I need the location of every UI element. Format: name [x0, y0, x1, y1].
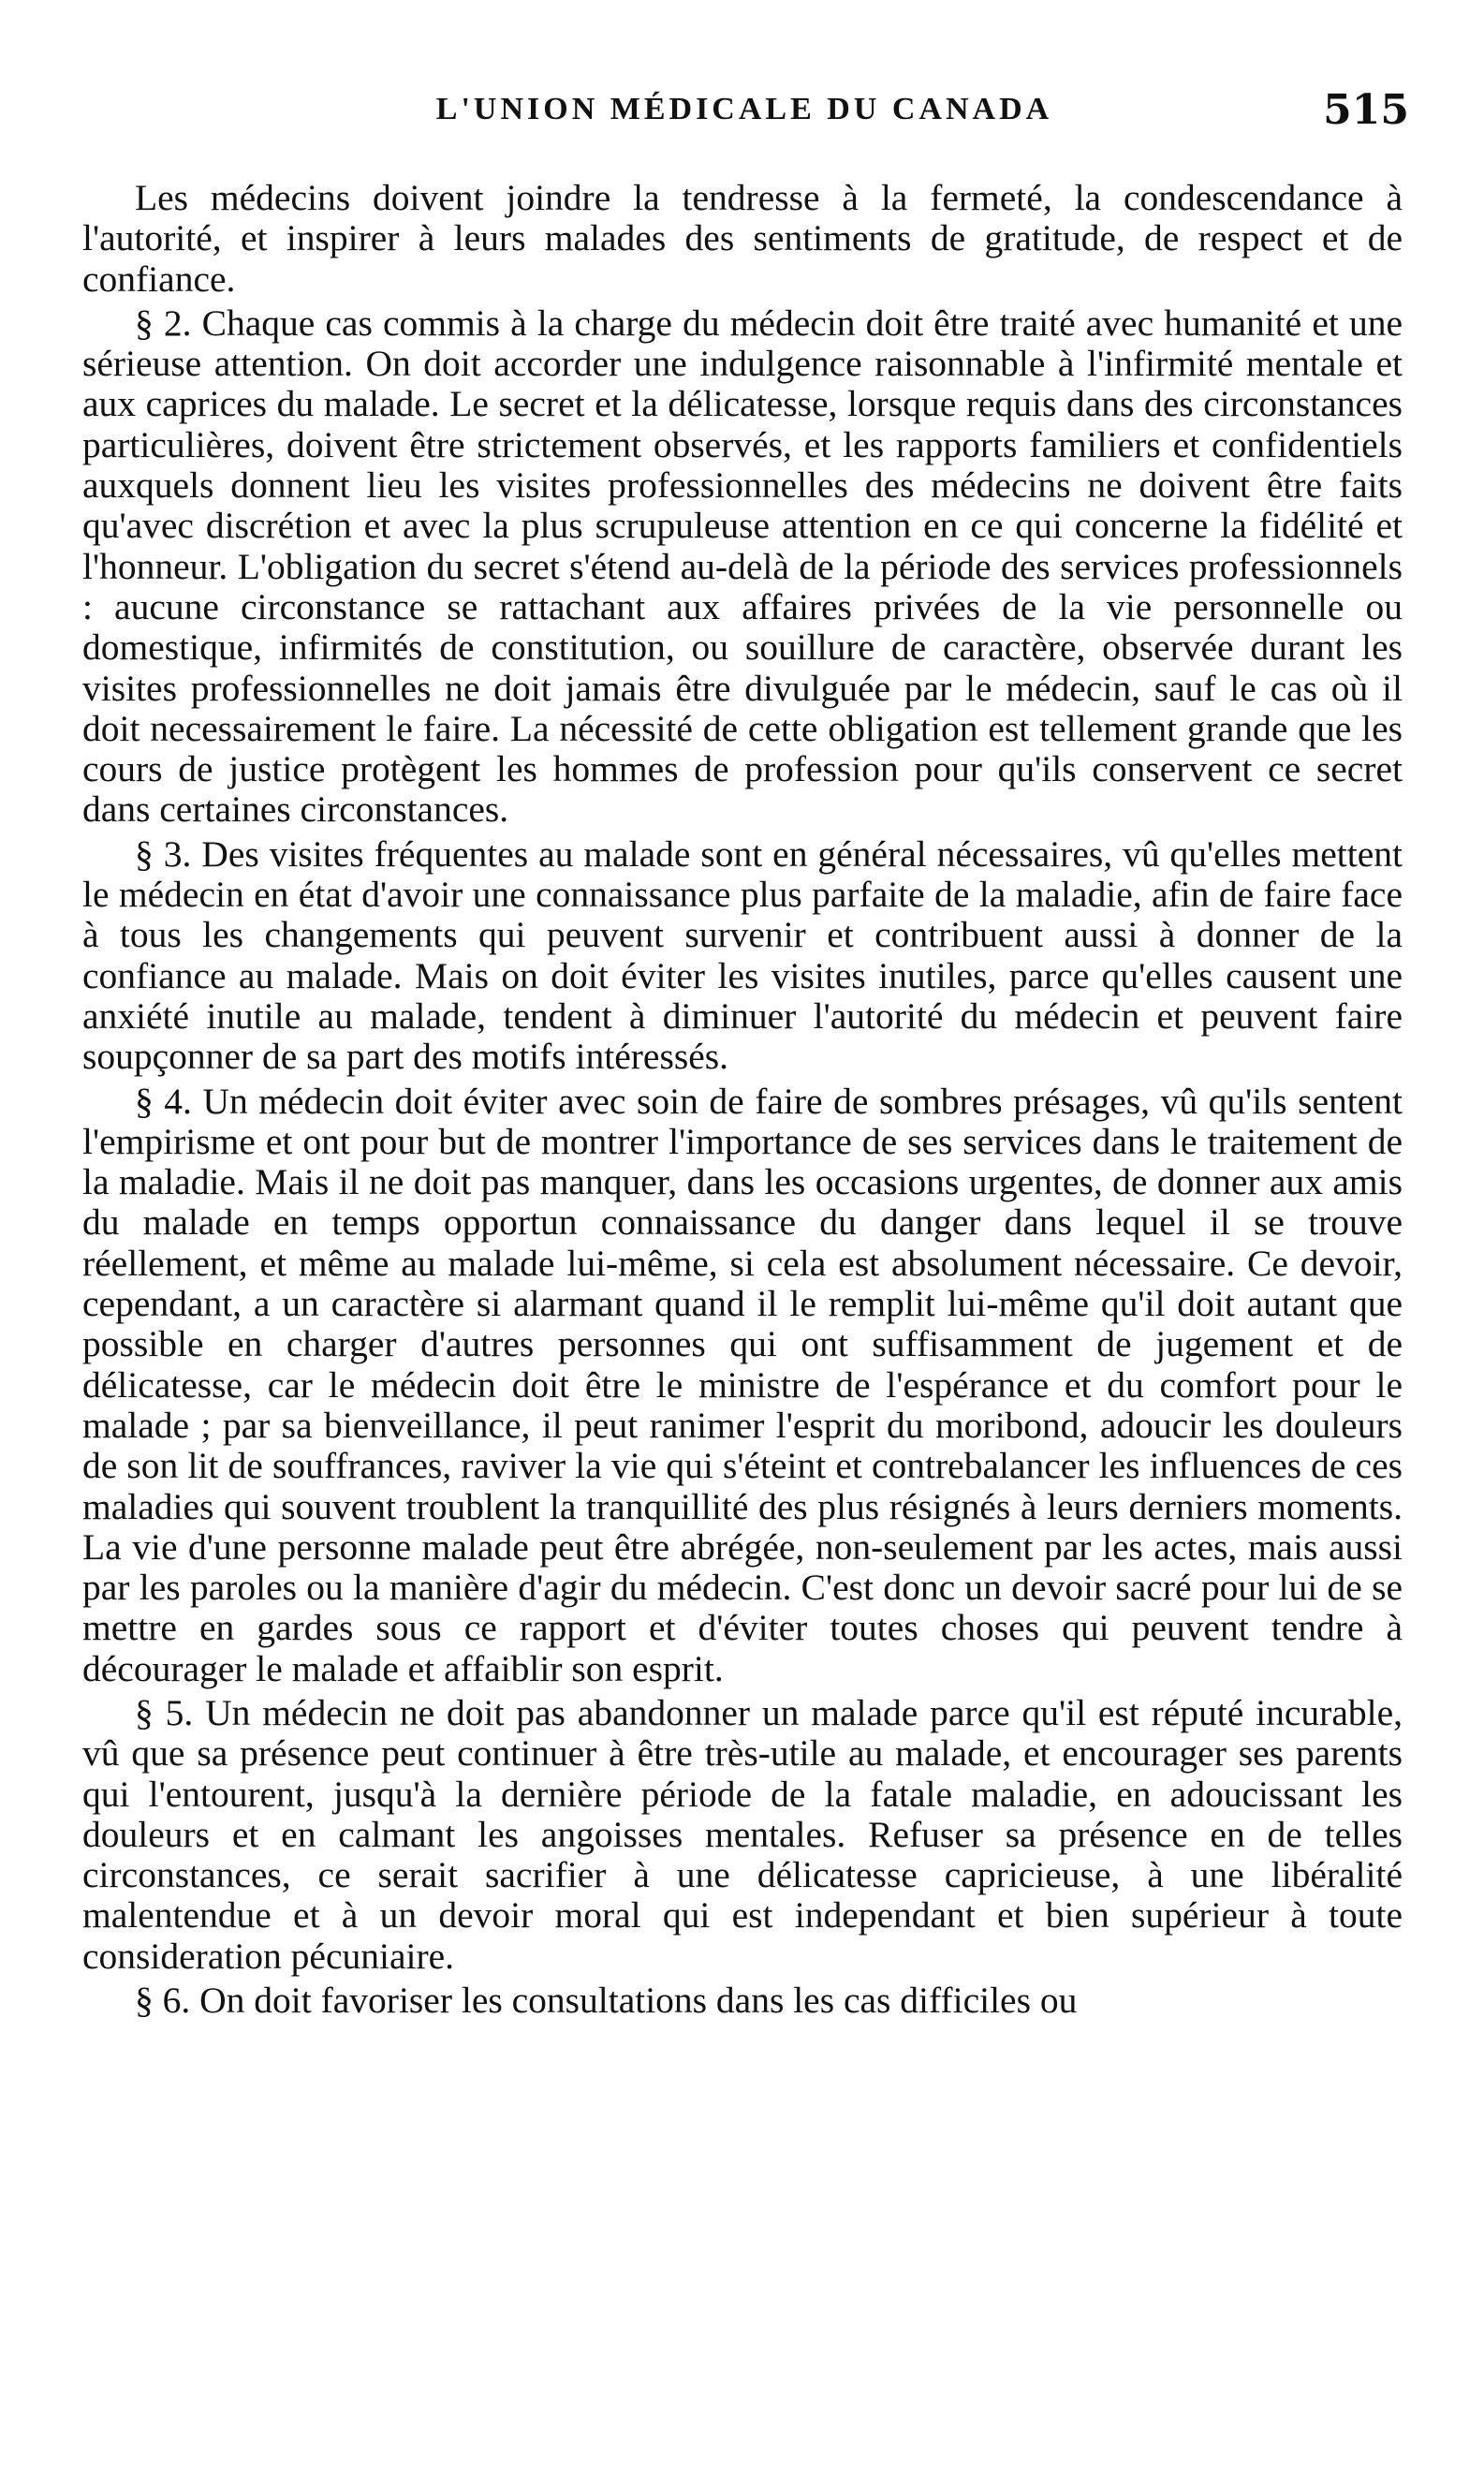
paragraph-section-3: § 3. Des visites fréquentes au malade sont en général nécessaires, vû qu'elles mettent le médecin en état d'avoir une connaissance plus parfaite de la maladie, afin de faire face à tous les changements qui peuvent survenir et contribuent aussi à donner de la confiance au malade. Mais on doit éviter les visites inutiles, parce qu'elles causent une anxiété inutile au malade, tendent à diminuer l'autorité du médecin et peuvent faire soupçonner de sa part des motifs intéressés.	[82, 832, 1403, 1078]
paragraph-section-4: § 4. Un médecin doit éviter avec soin de faire de sombres présages, vû qu'ils sentent l'empirisme et ont pour but de montrer l'importance de ses services dans le traitement de la maladie. Mais il ne doit pas manquer, dans les occasions urgentes, de donner aux amis du malade en temps opportun connaissance du danger dans lequel il se trouve réellement, et même au malade lui-même, si cela est absolument nécessaire. Ce devoir, cependant, a un caractère si alarmant quand il le remplit lui-même qu'il doit autant que possible en charger d'autres personnes qui ont suffisamment de jugement et de délicatesse, car le médecin doit être le ministre de l'espérance et du comfort pour le malade ; par sa bienveillance, il peut ranimer l'esprit du moribond, adoucir les douleurs de son lit de souffrances, raviver la vie qui s'éteint et contrebalancer les influences de ces maladies qui souvent troublent la tranquillité des plus résignés à leurs derniers moments. La vie d'une personne malade peut être abrégée, non-seulement par les actes, mais aussi par les paroles ou la manière d'agir du médecin. C'est donc un devoir sacré pour lui de se mettre en gardes sous ce rapport et d'éviter toutes choses qui peuvent tendre à décourager le malade et affaiblir son esprit.	[82, 1080, 1403, 1689]
body-text	[82, 178, 1403, 2021]
paragraph-section-6: § 6. On doit favoriser les consultations dans les cas difficiles ou	[135, 1980, 1078, 2022]
paragraph-intro: Les médecins doivent joindre la tendresse à la fermeté, la condescendance à l'autorité, et inspirer à leurs malades des sentiments de gratitude, de respect et de confiance.	[82, 177, 1403, 300]
page-number: 515	[1323, 86, 1409, 134]
paragraph-section-2: § 2. Chaque cas commis à la charge du médecin doit être traité avec humanité et une sérieuse attention. On doit accorder une indulgence raisonnable à l'infirmité mentale et aux caprices du malade. Le secret et la délicatesse, lorsque requis dans des circonstances particulières, doivent être strictement observés, et les rapports familiers et confidentiels auxquels donnent lieu les visites professionnelles des médecins ne doivent être faits qu'avec discrétion et avec la plus scrupuleuse attention en ce qui concerne la fidélité et l'honneur. L'obligation du secret s'étend au-delà de la période des services professionnels : aucune circonstance se rattachant aux affaires privées de la vie personnelle ou domestique, infirmités de constitution, ou souillure de caractère, observée durant les visites professionnelles ne doit jamais être divulguée par le médecin, sauf le cas où il doit necessairement le faire. La nécessité de cette obligation est tellement grande que les cours de justice protègent les hommes de profession pour qu'ils conservent ce secret dans certaines circonstances.	[82, 302, 1403, 831]
journal-title: L'UNION MÉDICALE DU CANADA	[435, 92, 1053, 126]
running-header	[80, 86, 1409, 142]
paragraph-section-5: § 5. Un médecin ne doit pas abandonner un malade parce qu'il est réputé incurable, vû que sa présence peut continuer à être très-utile au malade, et encourager ses parents qui l'entourent, jusqu'à la dernière période de la fatale maladie, en adoucissant les douleurs et en calmant les angoisses mentales. Refuser sa présence en de telles circonstances, ce serait sacrifier à une délicatesse capricieuse, à une libéralité malentendue et à un devoir moral qui est independant et bien supérieur à toute consideration pécuniaire.	[82, 1691, 1403, 1977]
